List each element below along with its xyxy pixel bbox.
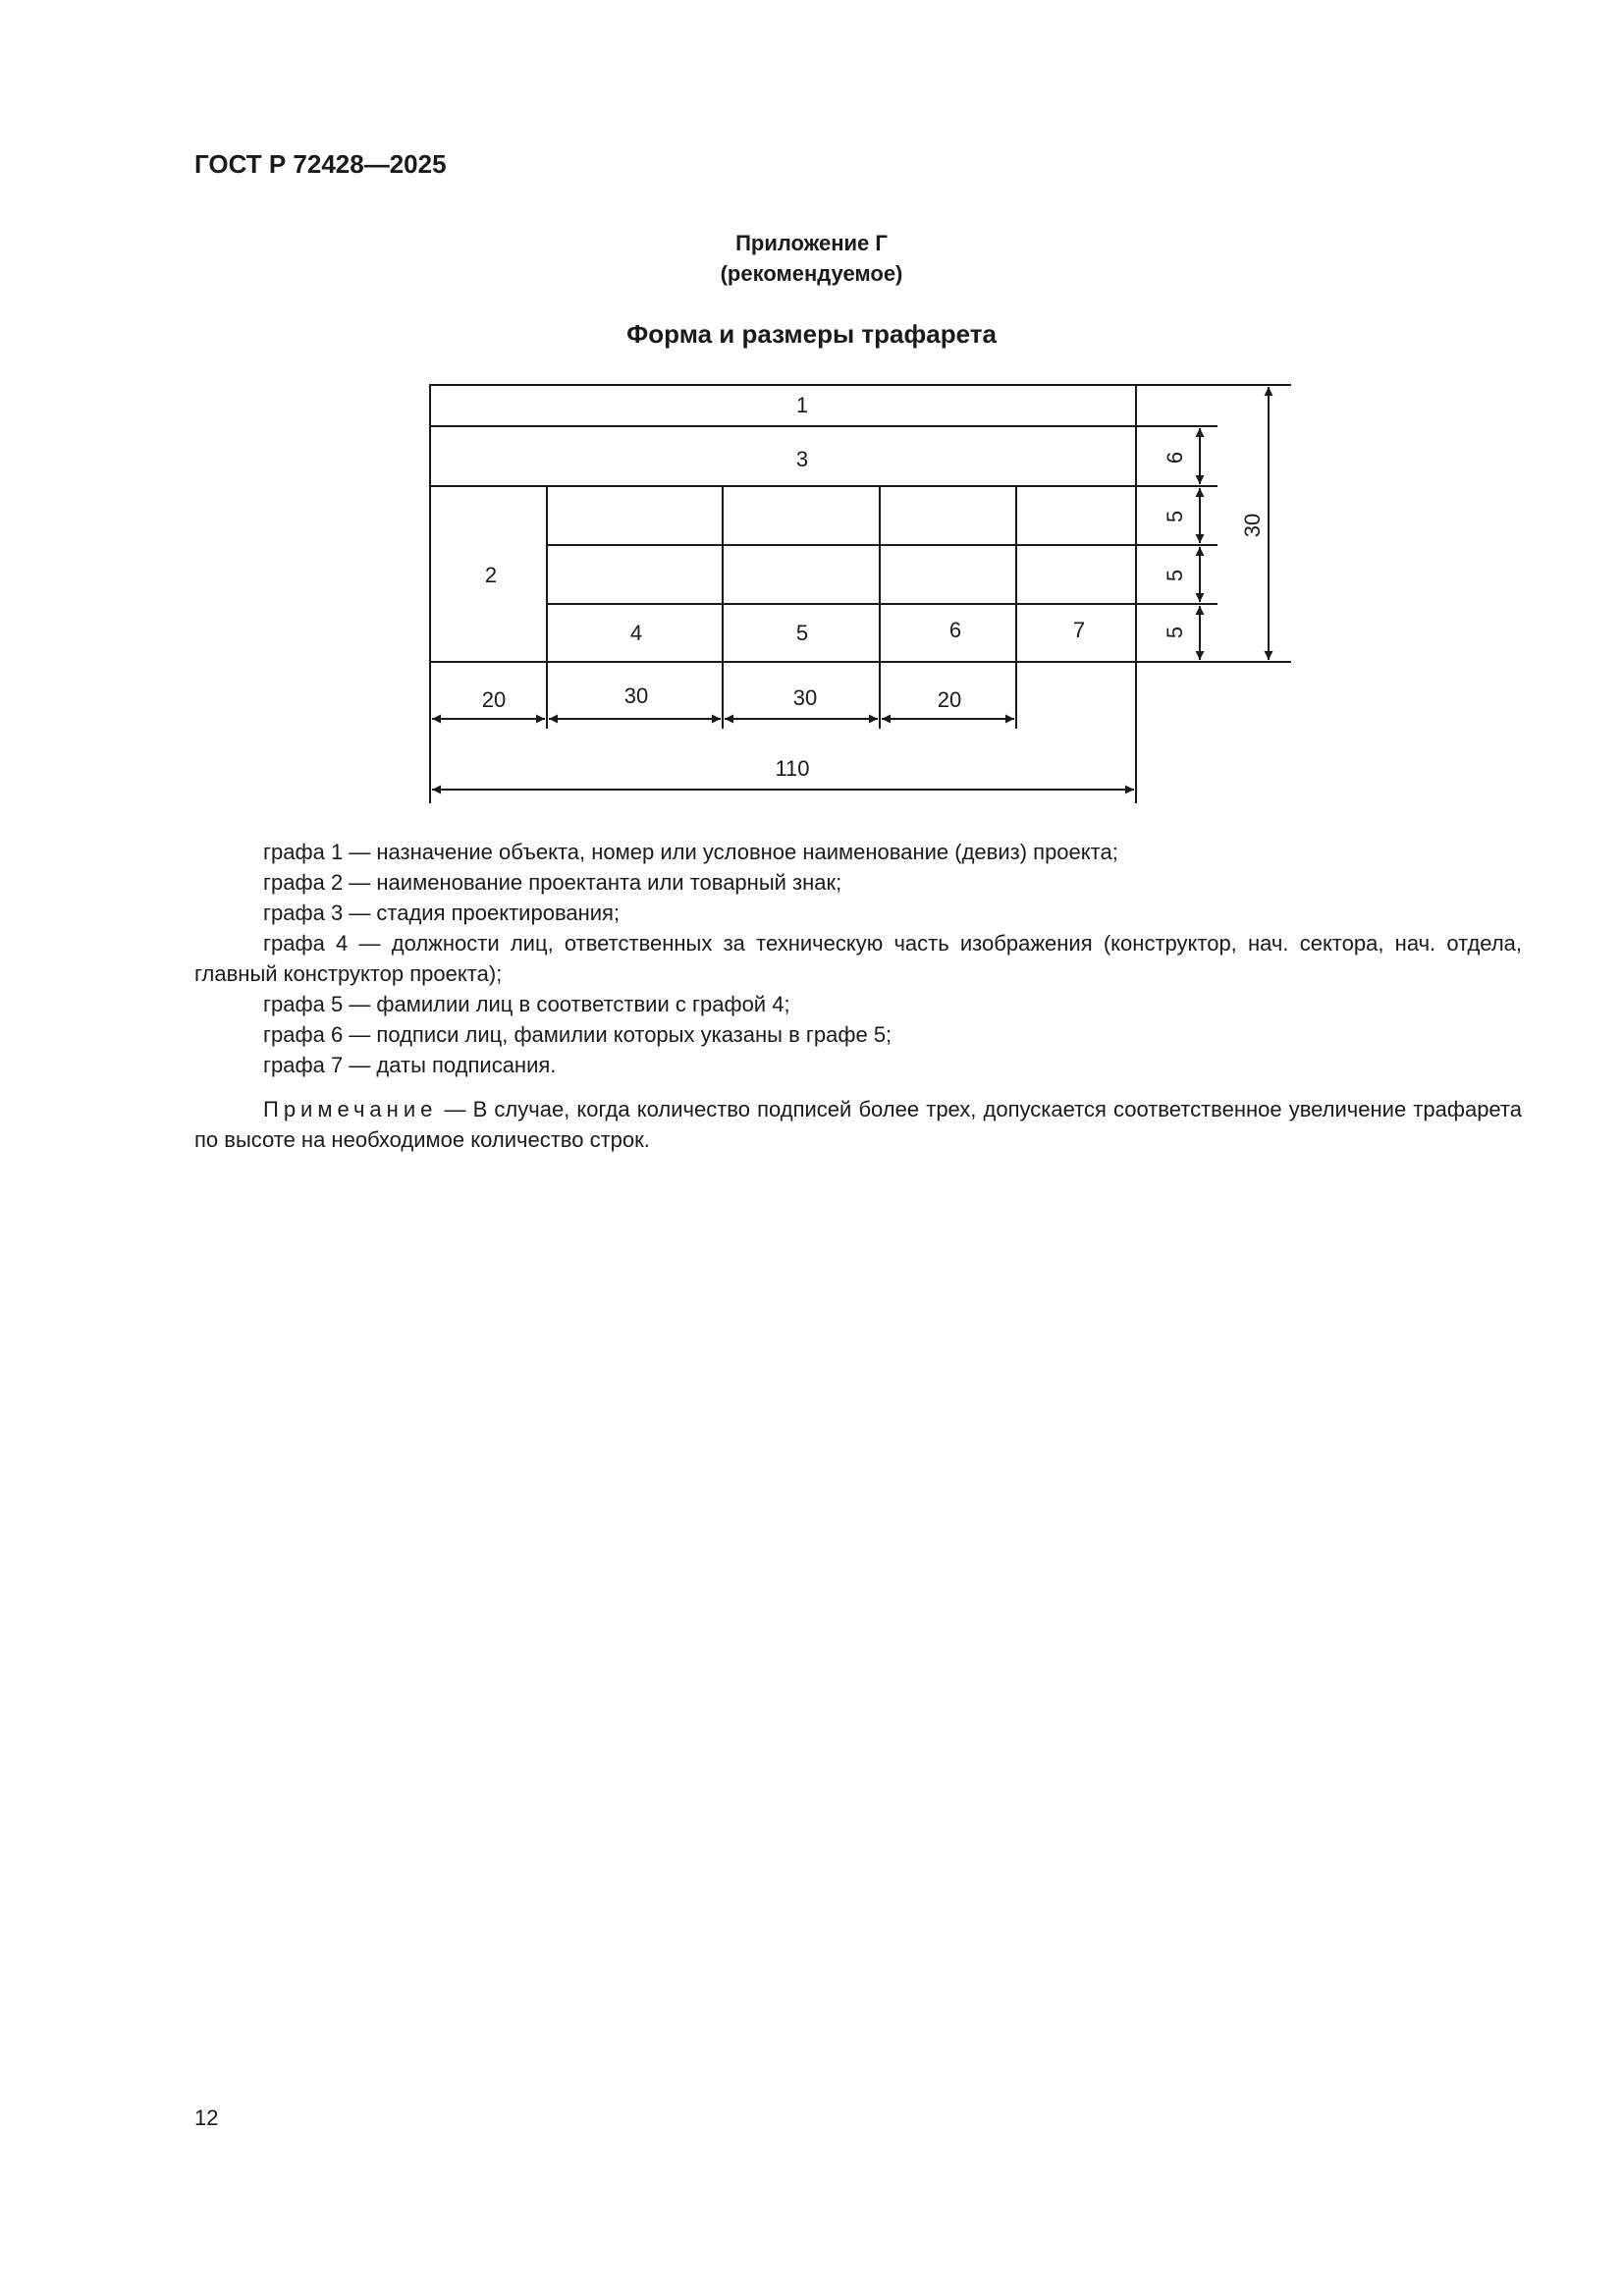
legend-item-6: графа 6 — подписи лиц, фамилии которых указаны в графе 5; (263, 1022, 893, 1047)
stencil-grid (430, 385, 1136, 662)
dimension-label-30: 30 (1240, 513, 1265, 538)
note-text: — В случае, когда количество подписей более трех, допускается соответственное увеличение трафарета по высоте на необходимое количество строк. (194, 1097, 1522, 1152)
cell-label-5: 5 (795, 621, 809, 645)
cell-label-2: 2 (484, 563, 498, 587)
stencil-drawing (0, 0, 1623, 825)
legend-item-2: графа 2 — наименование проектанта или товарный знак; (263, 870, 842, 895)
dimension-label-110: 110 (775, 756, 810, 781)
cell-label-7: 7 (1072, 618, 1086, 642)
dimension-label-6: 6 (1163, 451, 1187, 465)
vertical-dimensions (1136, 385, 1291, 662)
legend-item-4: графа 4 — должности лиц, ответственных за техническую часть изображения (конструктор, нач. сектора, нач. отдела, главный конструктор проекта); (194, 931, 1522, 986)
cell-label-6: 6 (948, 618, 962, 642)
appendix-status: (рекомендуемое) (720, 261, 903, 286)
cell-label-4: 4 (629, 621, 643, 645)
note-block (194, 1094, 1522, 1155)
cell-label-1: 1 (795, 393, 809, 417)
legend-item-1: графа 1 — назначение объекта, номер или условное наименование (девиз) проекта; (263, 840, 1118, 864)
legend-item-5: графа 5 — фамилии лиц в соответствии с графой 4; (263, 992, 790, 1016)
dimension-label-20a: 20 (481, 687, 507, 712)
note-label: Примечание (263, 1097, 438, 1121)
dimension-label-5b: 5 (1163, 569, 1187, 582)
note-paragraph (194, 1094, 1522, 1155)
dimension-label-30a: 30 (623, 683, 649, 708)
page-number: 12 (194, 2105, 219, 2130)
legend-list (194, 837, 1522, 1080)
figure-title: Форма и размеры трафарета (626, 319, 997, 349)
dimension-label-20b: 20 (937, 687, 962, 712)
cell-label-3: 3 (795, 447, 809, 471)
dimension-label-5c: 5 (1163, 626, 1187, 639)
document-code: ГОСТ Р 72428—2025 (194, 149, 447, 179)
horizontal-dimensions (430, 662, 1136, 803)
legend-item-7: графа 7 — даты подписания. (263, 1053, 557, 1077)
appendix-title: Приложение Г (735, 231, 888, 255)
legend-item-3: графа 3 — стадия проектирования; (263, 901, 621, 925)
dimension-label-5a: 5 (1163, 510, 1187, 523)
dimension-label-30b: 30 (792, 685, 818, 710)
